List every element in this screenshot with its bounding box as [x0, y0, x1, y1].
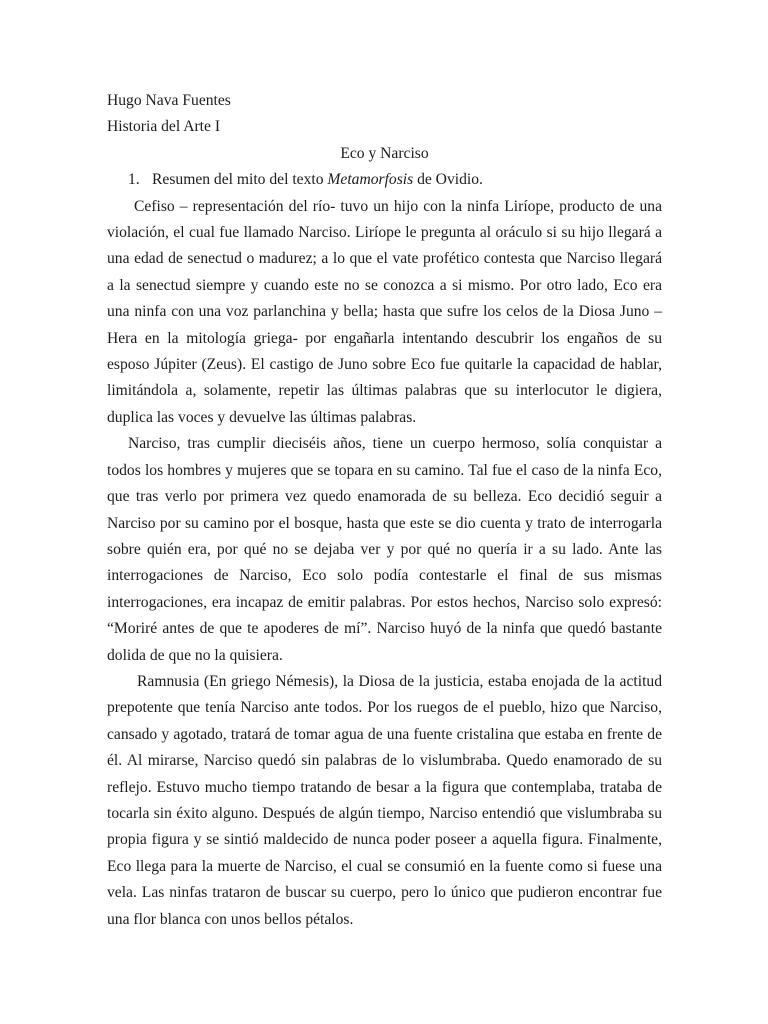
list-item-italic-title: Metamorfosis: [327, 171, 414, 189]
list-item-text-end: de Ovidio.: [413, 171, 483, 189]
list-item: [107, 167, 662, 193]
paragraph: Ramnusia (En griego Némesis), la Diosa de la justicia, estaba enojada de la actitud prepotente que tenía Narciso ante todos. Por los ruegos de el pueblo, hizo que Narciso, cansado y agotado, tratará de tomar agua de una fuente cristalina que estaba en frente de él. Al mirarse, Narciso quedó sin palabras de lo vislumbraba. Quedo enamorado de su reflejo. Estuvo mucho tiempo tratando de besar a la figura que contemplaba, trataba de tocarla sin éxito alguno. Después de algún tiempo, Narciso entendió que vislumbraba su propia figura y se sintió maldecido de nunca poder poseer a aquella figura. Finalmente, Eco llega para la muerte de Narciso, el cual se consumió en la fuente como si fuese una vela. Las ninfas trataron de buscar su cuerpo, pero lo único que pudieron encontrar fue una flor blanca con unos bellos pétalos.: [107, 672, 662, 928]
course-name: Historia del Arte I: [107, 118, 221, 136]
list-item-text: Resumen del mito del texto: [152, 171, 328, 189]
list-item-number: 1.: [128, 171, 140, 189]
document-title: Eco y Narciso: [340, 144, 429, 162]
paragraph: Narciso, tras cumplir dieciséis años, tiene un cuerpo hermoso, solía conquistar a todos los hombres y mujeres que se topara en su camino. Tal fue el caso de la ninfa Eco, que tras verlo por primera vez quedo enamorada de su belleza. Eco decidió seguir a Narciso por su camino por el bosque, hasta que este se dio cuenta y trato de interrogarla sobre quién era, por qué no se dejaba ver y por qué no quería ir a su lado. Ante las interrogaciones de Narciso, Eco solo podía contestarle el final de sus mismas interrogaciones, era incapaz de emitir palabras. Por estos hechos, Narciso solo expresó: “Moriré antes de que te apoderes de mí”. Narciso huyó de la ninfa que quedó bastante dolida de que no la quisiera.: [107, 435, 662, 664]
author-name: Hugo Nava Fuentes: [107, 92, 231, 109]
paragraph: Cefiso – representación del río- tuvo un hijo con la ninfa Liríope, producto de una violación, el cual fue llamado Narciso. Liríope le pregunta al oráculo si su hijo llegará a una edad de senectud o madurez; a lo que el vate profético contesta que Narciso llegará a la senectud siempre y cuando este no se conozca a si mismo. Por otro lado, Eco era una ninfa con una voz parlanchina y bella; hasta que sufre los celos de la Diosa Juno – Hera en la mitología griega- por engañarla intentando descubrir los engaños de su esposo Júpiter (Zeus). El castigo de Juno sobre Eco fue quitarle la capacidad de hablar, limitándola a, solamente, repetir las últimas palabras que su interlocutor le digiera, duplica las voces y devuelve las últimas palabras.: [107, 197, 662, 426]
document-page: [107, 88, 662, 933]
